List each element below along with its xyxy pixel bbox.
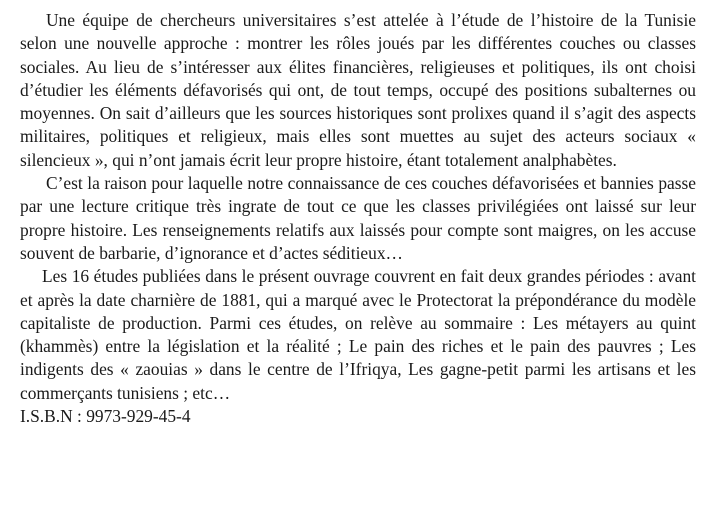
paragraph-intro: Une équipe de chercheurs universitaires s’est attelée à l’étude de l’histoire de la Tunisie selon une nouvelle approche : montrer les rôles joués par les différentes couches ou classes sociales. Au lieu de s’intéresser aux élites financières, religieuses et politiques, ils ont choisi d’étudier les éléments défavorisés qui ont, de tout temps, occupé des positions subalternes ou moyennes. On sait d’ailleurs que les sources historiques sont prolixes quand il s’agit des aspects militaires, politiques et religieux, mais elles sont muettes au sujet des acteurs sociaux « silencieux », qui n’ont jamais écrit leur propre histoire, étant totalement analphabètes. xyxy=(20,10,696,170)
paragraph-knowledge: C’est la raison pour laquelle notre connaissance de ces couches défavorisées et bannies passe par une lecture critique très ingrate de tout ce que les classes privilégiées ont laissé sur leur propre histoire. Les renseignements relatifs aux laissés pour compte sont maigres, on les accuse souvent de barbarie, d’ignorance et d’actes séditieux… xyxy=(20,173,696,263)
isbn-line: I.S.B.N : 9973-929-45-4 xyxy=(20,406,191,427)
document-body xyxy=(20,9,696,428)
paragraph-studies: Les 16 études publiées dans le présent ouvrage couvrent en fait deux grandes périodes : avant et après la date charnière de 1881, qui a marqué avec le Protectorat la prépondérance du modèle capitaliste de production. Parmi ces études, on relève au sommaire : Les métayers au quint (khammès) entre la législation et la réalité ; Le pain des riches et le pain des pauvres ; Les indigents des « zaouias » dans le centre de l’Ifriqya, Les gagne-petit parmi les artisans et les commerçants tunisiens ; etc… xyxy=(20,266,696,403)
